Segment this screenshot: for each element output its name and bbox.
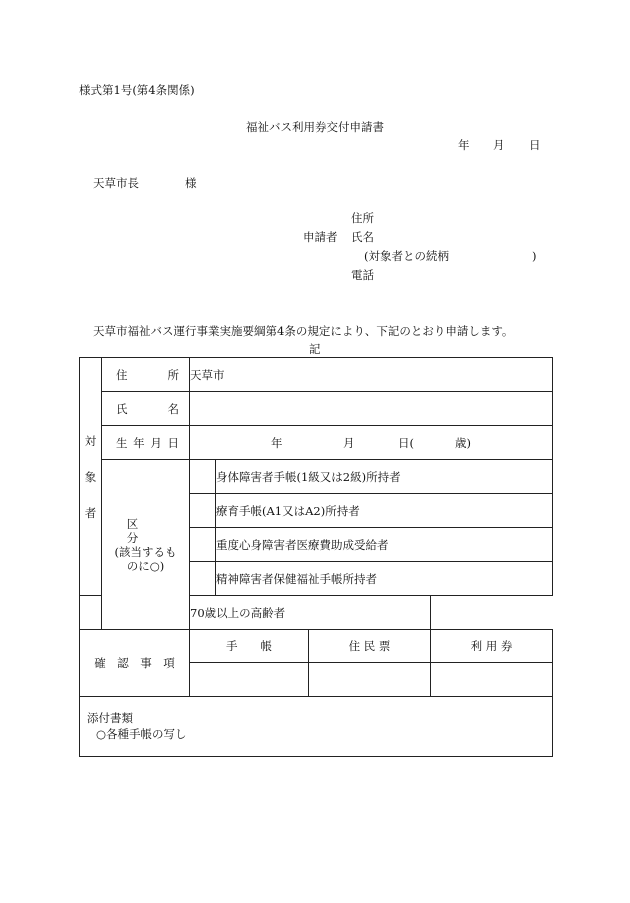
applicant-address-label: 住所 [351,211,374,225]
addressee-honorific: 様 [185,176,197,190]
attachments-item: ○各種手帳の写し [96,727,187,741]
form-title: 福祉バス利用券交付申請書 [246,120,384,134]
row-address [80,358,553,392]
application-statement: 天草市福祉バス運行事業実施要綱第4条の規定により、下記のとおり申請します。 [93,324,514,338]
birth-day-label: 日( [398,435,414,450]
birthdate-label: 生 年 月 日 [102,426,190,460]
birth-year-label: 年 [271,435,283,450]
confirm-col-juminhyo: 住 民 票 [309,630,431,663]
date-day-label: 日 [529,138,541,152]
category-1-checkbox[interactable] [190,460,216,494]
applicant-phone-label: 電話 [351,268,374,282]
confirm-riyoken-cell[interactable] [431,663,553,697]
category-2-label: 療育手帳(A1又はA2)所持者 [216,494,553,528]
date-month-label: 月 [493,138,505,152]
category-3-label: 重度心身障害者医療費助成受給者 [216,528,553,562]
birthdate-value[interactable] [190,426,553,460]
category-5-checkbox[interactable] [80,596,102,630]
category-4-label: 精神障害者保健福祉手帳所持者 [216,562,553,596]
target-person-label: 対 象 者 [80,358,102,596]
applicant-relation-close: ) [532,249,537,263]
date-year-label: 年 [458,138,470,152]
applicant-name-label: 氏名 [351,230,374,244]
form-number: 様式第1号(第4条関係) [79,83,195,97]
category-3-checkbox[interactable] [190,528,216,562]
row-confirm-header [80,630,553,663]
confirm-techo-cell[interactable] [190,663,309,697]
name-label: 氏 名 [102,392,190,426]
category-1-label: 身体障害者手帳(1級又は2級)所持者 [216,460,553,494]
row-attachments [80,697,553,757]
name-value[interactable] [190,392,553,426]
applicant-role-label: 申請者 [303,230,338,244]
addressee-name: 天草市長 [93,176,139,190]
confirm-juminhyo-cell[interactable] [309,663,431,697]
address-label: 住 所 [102,358,190,392]
row-category-1 [80,460,553,494]
application-form-table [79,357,553,757]
row-name [80,392,553,426]
confirm-col-techo: 手 帳 [190,630,309,663]
category-label: 区 分 (該当するも のに○) [102,460,190,630]
confirm-label: 確 認 事 項 [80,630,190,697]
address-value[interactable]: 天草市 [190,358,553,392]
birth-month-label: 月 [343,435,355,450]
category-5-label: 70歳以上の高齢者 [190,596,431,630]
category-4-checkbox[interactable] [190,562,216,596]
ki-heading: 記 [309,342,321,356]
birth-age-label: 歳) [455,435,471,450]
attachments-cell [80,697,553,757]
confirm-col-riyoken: 利 用 券 [431,630,553,663]
applicant-relation-label: (対象者との続柄 [364,249,449,263]
attachments-label: 添付書類 [87,711,133,725]
row-birthdate [80,426,553,460]
